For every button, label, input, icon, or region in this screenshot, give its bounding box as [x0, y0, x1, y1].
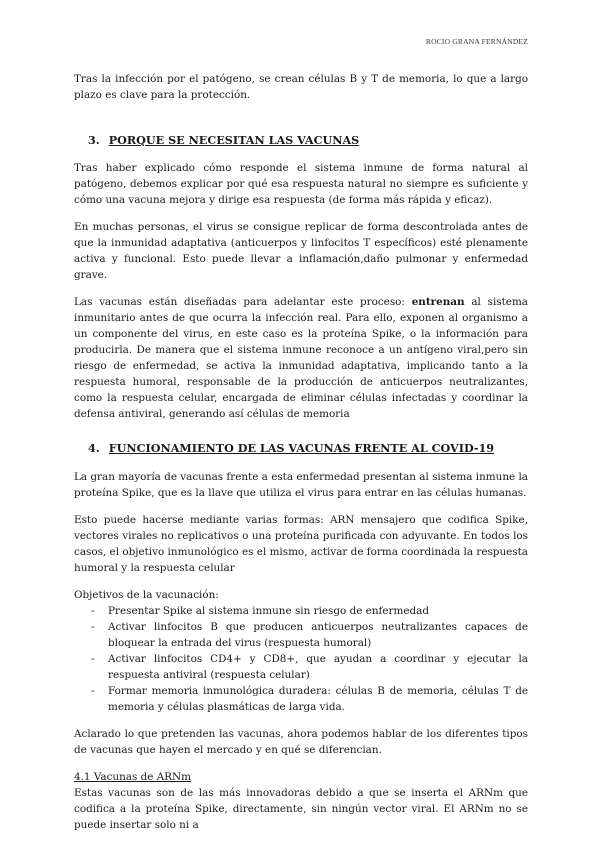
section-4-heading	[88, 440, 528, 456]
list-item-text: Formar memoria inmunológica duradera: células B de memoria, células T de memoria y células plasmáticas de larga vida.	[108, 685, 528, 713]
list-dash: -	[91, 621, 95, 633]
section-4-paragraph-3: Aclarado lo que pretenden las vacunas, ahora podemos hablar de los diferentes tipos de vacunas que hayen el mercado y en qué se diferencian.	[74, 728, 528, 756]
list-item-text: Presentar Spike al sistema inmune sin riesgo de enfermedad	[108, 605, 429, 617]
section-3-paragraph-3	[74, 294, 528, 422]
section-4-paragraph-1: La gran mayoría de vacunas frente a esta enfermedad presentan al sistema inmune la proteína Spike, que es la llave que utiliza el virus para entrar en las células humanas.	[74, 471, 528, 499]
header-author: ROCIO GRANA FERNÁNDEZ	[425, 37, 528, 46]
p3-intro: Las vacunas están diseñadas para adelantar este proceso:	[74, 296, 412, 308]
section-4-title: FUNCIONAMIENTO DE LAS VACUNAS FRENTE AL COVID-19	[108, 441, 495, 455]
list-item-text: Activar linfocitos B que producen anticuerpos neutralizantes capaces de bloquear la entrada del virus (respuesta humoral)	[108, 621, 528, 649]
section-4-paragraph-2: Esto puede hacerse mediante varias formas: ARN mensajero que codifica Spike, vectores virales no replicativos o una proteína purificada con adyuvante. En todos los casos, el objetivo inmunológico es el mismo, activar de forma coordinada la respuesta humoral y la respuesta celular	[74, 514, 528, 574]
section-3-heading	[88, 132, 528, 148]
p3-rest: al sistema inmunitario antes de que ocurra la infección real. Para ello, exponen al organismo a un componente del virus, en este caso es la proteína Spike, o la información para producirla. De manera que el sistema inmune reconoce a un antígeno viral,pero sin riesgo de enfermedad, se activa la inmunidad adaptativa, implicando tanto a la respuesta humoral, responsable de la producción de anticuerpos neutralizantes, como la respuesta celular, encargada de eliminar células infectadas y coordinar la defensa antiviral, generando así células de memoria	[74, 296, 528, 420]
list-item	[74, 683, 528, 715]
list-item	[74, 619, 528, 651]
section-3-number: 3.	[88, 133, 100, 147]
section-3-paragraph-1: Tras haber explicado cómo responde el sistema inmune de forma natural al patógeno, debemos explicar por qué esa respuesta natural no siempre es suficiente y cómo una vacuna mejora y dirige esa respuesta (de forma más rápida y eficaz).	[74, 162, 528, 206]
list-dash: -	[91, 653, 95, 665]
section-4-number: 4.	[88, 441, 100, 455]
list-item-text: Activar linfocitos CD4+ y CD8+, que ayudan a coordinar y ejecutar la respuesta antiviral (respuesta celular)	[108, 653, 528, 681]
section-3-title: PORQUE SE NECESITAN LAS VACUNAS	[108, 133, 360, 147]
list-item	[74, 651, 528, 683]
objectives-list	[74, 603, 528, 715]
intro-paragraph: Tras la infección por el patógeno, se crean células B y T de memoria, lo que a largo plazo es clave para la protección.	[74, 73, 528, 101]
section-3-paragraph-2: En muchas personas, el virus se consigue replicar de forma descontrolada antes de que la inmunidad adaptativa (anticuerpos y linfocitos T específicos) esté plenamente activa y funcional. Esto puede llevar a inflamación,daño pulmonar y enfermedad grave.	[74, 221, 528, 281]
list-dash: -	[91, 685, 95, 697]
page-content	[74, 71, 528, 833]
subsection-4-1-paragraph: Estas vacunas son de las más innovadoras debido a que se inserta el ARNm que codifica a la proteína Spike, directamente, sin ningún vector viral. El ARNm no se puede insertar solo ni a	[74, 787, 528, 831]
subsection-4-1-title: 4.1 Vacunas de ARNm	[74, 771, 191, 783]
p3-bold-word: entrenan	[411, 296, 465, 308]
list-item	[74, 603, 528, 619]
objectives-label: Objetivos de la vacunación:	[74, 589, 219, 601]
list-dash: -	[91, 605, 95, 617]
